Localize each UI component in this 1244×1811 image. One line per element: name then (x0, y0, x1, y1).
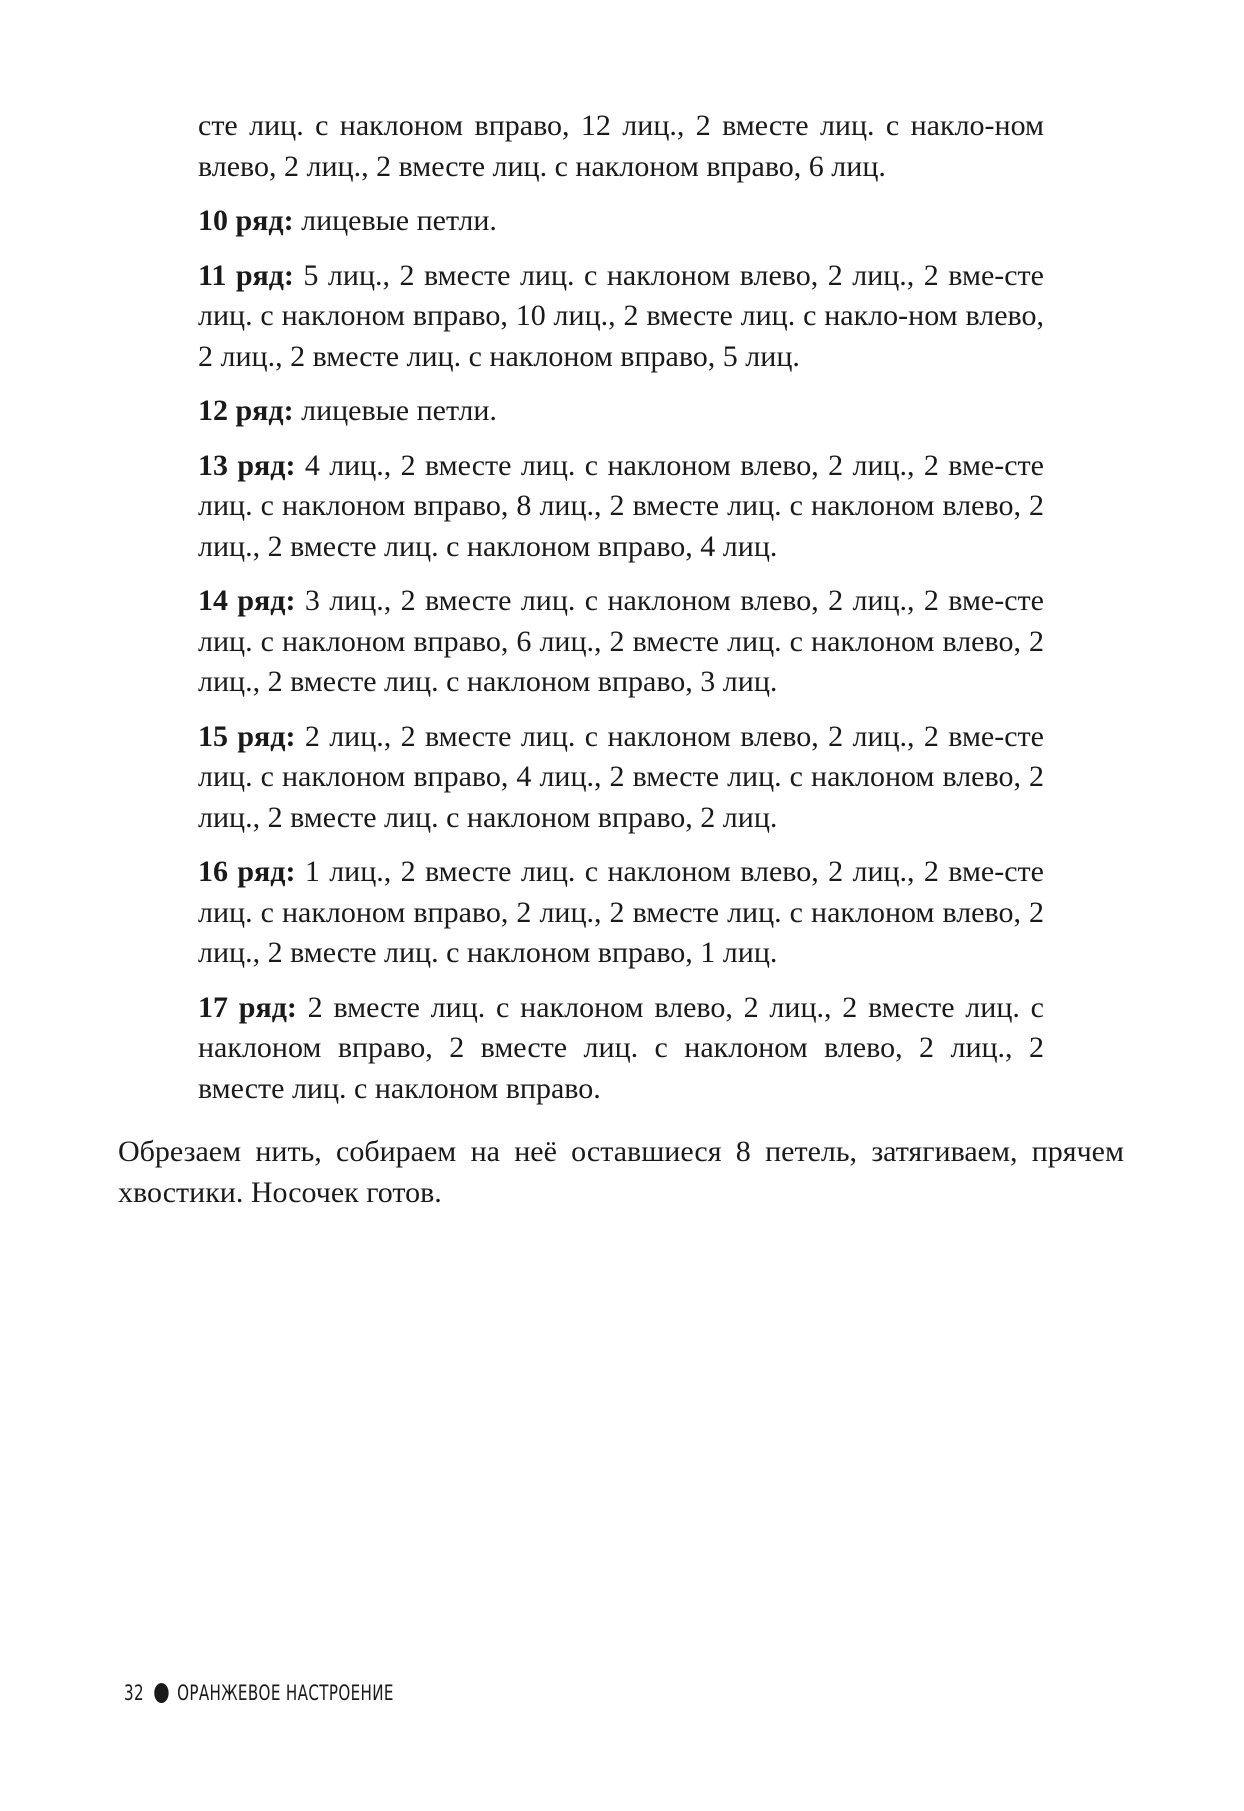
row-11 (198, 256, 1044, 378)
row-continuation-text: сте лиц. с наклоном вправо, 12 лиц., 2 вместе лиц. с накло-ном влево, 2 лиц., 2 вместе лиц. с наклоном вправо, 6 лиц. (198, 109, 1044, 183)
row-15 (198, 717, 1044, 839)
row-continuation (198, 106, 1044, 187)
row-text: лицевые петли. (293, 394, 497, 427)
row-label: 10 ряд: (198, 204, 294, 237)
row-label: 14 ряд: (198, 584, 296, 617)
row-16 (198, 852, 1044, 974)
row-label: 11 ряд: (198, 258, 294, 292)
row-text: лицевые петли. (293, 204, 497, 237)
closing-paragraph: Обрезаем нить, собираем на неё оставшиеся 8 петель, затягиваем, прячем хвостики. Носочек готов. (118, 1135, 1124, 1209)
row-17 (198, 988, 1044, 1110)
knitting-instructions (198, 106, 1044, 1123)
row-text: 1 лиц., 2 вместе лиц. с наклоном влево, 2 лиц., 2 вме-сте лиц. с наклоном вправо, 2 лиц., 2 вместе лиц. с наклоном влево, 2 лиц., 2 вместе лиц. с наклоном вправо, 1 лиц. (198, 855, 1044, 969)
row-label: 17 ряд: (198, 990, 297, 1024)
row-text: 4 лиц., 2 вместе лиц. с наклоном влево, 2 лиц., 2 вме-сте лиц. с наклоном вправо, 8 лиц., 2 вместе лиц. с наклоном влево, 2 лиц., 2 вместе лиц. с наклоном вправо, 4 лиц. (198, 448, 1044, 563)
row-text: 3 лиц., 2 вместе лиц. с наклоном влево, 2 лиц., 2 вме-сте лиц. с наклоном вправо, 6 лиц., 2 вместе лиц. с наклоном влево, 2 лиц., 2 вместе лиц. с наклоном вправо, 3 лиц. (198, 584, 1044, 698)
row-14 (198, 581, 1044, 703)
row-text: 2 лиц., 2 вместе лиц. с наклоном влево, 2 лиц., 2 вме-сте лиц. с наклоном вправо, 4 лиц., 2 вместе лиц. с наклоном влево, 2 лиц., 2 вместе лиц. с наклоном вправо, 2 лиц. (198, 719, 1044, 834)
chapter-title: ОРАНЖЕВОЕ НАСТРОЕНИЕ (177, 1681, 394, 1705)
row-label: 12 ряд: (198, 394, 294, 427)
row-text: 2 вместе лиц. с наклоном влево, 2 лиц., 2 вместе лиц. с наклоном вправо, 2 вместе лиц. с наклоном влево, 2 лиц., 2 вместе лиц. с наклоном вправо. (198, 990, 1044, 1105)
bullet-dot-icon (154, 1683, 168, 1703)
row-text: 5 лиц., 2 вместе лиц. с наклоном влево, 2 лиц., 2 вме-сте лиц. с наклоном вправо, 10 лиц., 2 вместе лиц. с накло-ном влево, 2 лиц., 2 вместе лиц. с наклоном вправо, 5 лиц. (198, 258, 1044, 373)
row-10 (198, 201, 1044, 242)
row-label: 16 ряд: (198, 855, 296, 888)
page-number: 32 (124, 1681, 144, 1705)
row-label: 15 ряд: (198, 719, 296, 753)
row-13 (198, 446, 1044, 568)
row-12 (198, 391, 1044, 432)
row-label: 13 ряд: (198, 448, 296, 482)
page-footer (124, 1679, 394, 1707)
